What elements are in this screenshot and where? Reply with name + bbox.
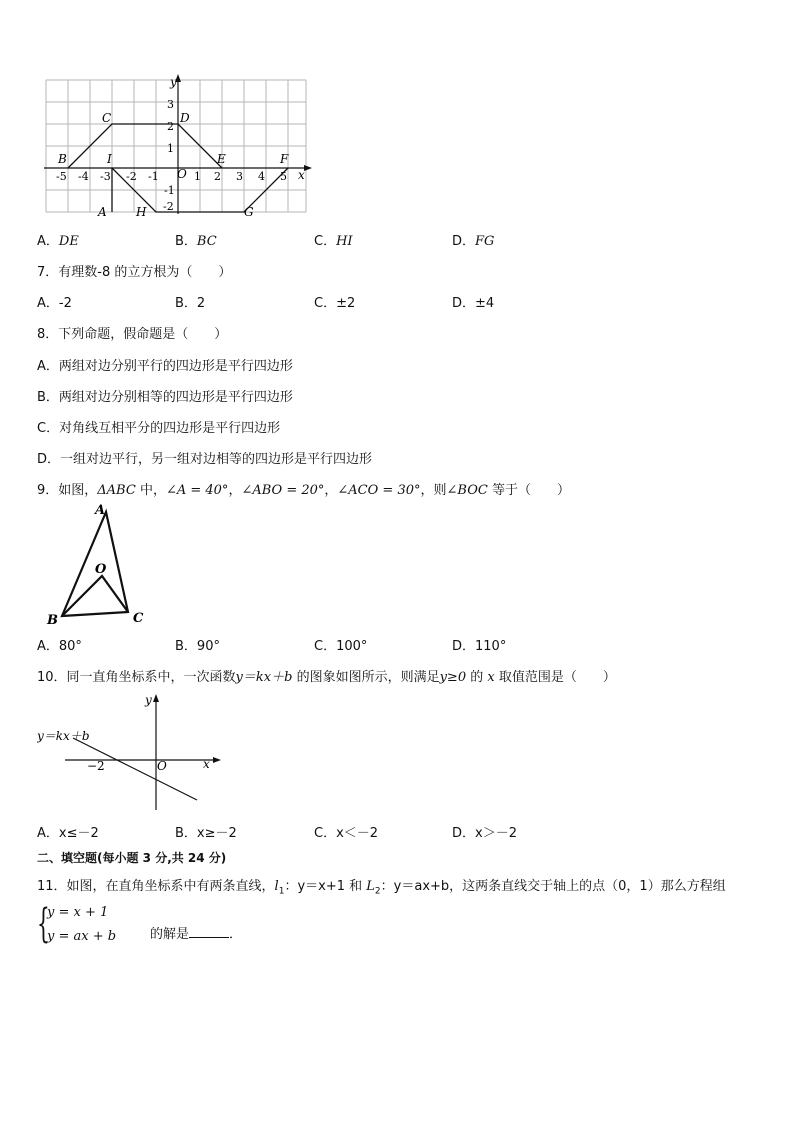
q10-stem-d: 取值范围是（ ） — [494, 670, 616, 685]
q9-option-a[interactable]: A．80° — [37, 639, 82, 654]
q11-l1: l — [274, 879, 279, 894]
graph-origin: O — [177, 167, 187, 181]
q6-option-a[interactable] — [37, 230, 79, 249]
x-tick: -3 — [100, 170, 111, 183]
q11-tail-text: 的解是 — [150, 927, 190, 942]
option-value: BC — [196, 234, 217, 249]
q9-mid1: 中， — [135, 483, 166, 498]
q7-option-a[interactable]: A．-2 — [37, 296, 72, 311]
q6-option-c[interactable] — [314, 230, 353, 249]
q7-stem: 7．有理数-8 的立方根为（ ） — [37, 265, 232, 280]
point-e: E — [217, 152, 226, 166]
q11-eq1: y = x + 1 — [47, 905, 109, 920]
q10-tick-neg2: −2 — [87, 759, 105, 773]
x-tick: 1 — [194, 170, 201, 183]
q9-stem — [37, 479, 570, 498]
q9-sep1: ， — [228, 483, 242, 498]
point-b: B — [58, 152, 67, 166]
q9-option-c[interactable]: C．100° — [314, 639, 368, 654]
q11-stem — [37, 875, 726, 897]
q10-cond: y≥0 — [439, 670, 467, 685]
q9-angle-abo: ∠ABO = 20° — [241, 483, 325, 498]
q10-axis-y: y — [145, 693, 152, 707]
q11-l2: L — [366, 879, 375, 894]
q10-line-label: y＝kx＋b — [37, 729, 90, 743]
option-value: FG — [475, 234, 495, 249]
q8-option-c[interactable]: C．对角线互相平分的四边形是平行四边形 — [37, 421, 281, 436]
q8-option-d[interactable]: D．一组对边平行，另一组对边相等的四边形是平行四边形 — [37, 452, 373, 467]
q10-stem-c: 的 — [466, 670, 488, 685]
q8-stem: 8．下列命题，假命题是（ ） — [37, 327, 228, 342]
q11-l2-eq: ：y＝ax+b，这两条直线交于轴上的点（0，1）那么方程组 — [380, 879, 726, 894]
q10-func: y＝kx＋b — [235, 670, 293, 685]
option-value: HI — [336, 234, 353, 249]
x-tick: -1 — [148, 170, 159, 183]
q11-l1-sub: 1 — [278, 886, 285, 897]
q10-stem-a: 10．同一直角坐标系中，一次函数 — [37, 670, 236, 685]
q10-option-d[interactable]: D．x＞－2 — [452, 826, 517, 841]
q10-line-graph — [37, 690, 227, 815]
x-tick: -4 — [78, 170, 89, 183]
q9-triangle-figure — [44, 500, 154, 628]
x-tick: 5 — [280, 170, 287, 183]
system-brace-icon: { — [37, 901, 50, 947]
q9-sep2: ， — [324, 483, 338, 498]
q9-option-b[interactable]: B．90° — [175, 639, 220, 654]
y-tick: 1 — [167, 142, 174, 155]
q11-l1-eq: ：y＝x+1 和 — [284, 879, 367, 894]
x-tick: -5 — [56, 170, 67, 183]
q11-tail-end: ． — [229, 927, 243, 942]
q9-angle-a: ∠A = 40° — [165, 483, 229, 498]
grid-lines — [46, 80, 306, 212]
q7-option-c[interactable]: C．±2 — [314, 296, 356, 311]
q11-eq2: y = ax + b — [47, 929, 117, 944]
q9-option-d[interactable]: D．110° — [452, 639, 507, 654]
q11-tail — [150, 923, 242, 942]
option-letter: C． — [314, 234, 337, 249]
q9-angle-aco: ∠ACO = 30° — [337, 483, 421, 498]
y-tick: 2 — [167, 120, 174, 133]
q10-option-b[interactable]: B．x≥－2 — [175, 826, 237, 841]
x-tick: -2 — [126, 170, 137, 183]
option-letter: B． — [175, 234, 197, 249]
point-a: A — [98, 205, 107, 219]
q7-option-b[interactable]: B．2 — [175, 296, 206, 311]
x-tick: 3 — [236, 170, 243, 183]
q9-triangle: ΔABC — [97, 483, 136, 498]
q6-option-b[interactable] — [175, 230, 217, 249]
q10-var: x — [487, 670, 495, 685]
q10-option-a[interactable]: A．x≤－2 — [37, 826, 99, 841]
q9-angle-boc: ∠BOC — [446, 483, 488, 498]
point-i: I — [107, 152, 112, 166]
q9-suffix: 等于（ ） — [487, 483, 570, 498]
point-h: H — [136, 205, 147, 219]
q9-label-b: B — [47, 613, 58, 628]
y-tick: -2 — [163, 200, 174, 213]
q10-stem — [37, 666, 616, 685]
q7-option-d[interactable]: D．±4 — [452, 296, 495, 311]
q10-stem-b: 的图象如图所示，则满足 — [292, 670, 440, 685]
section-title: 二、填空题(每小题 3 分,共 24 分) — [37, 851, 227, 865]
point-f: F — [280, 152, 289, 166]
q9-label-a: A — [95, 503, 106, 518]
q9-prefix: 9．如图， — [37, 483, 98, 498]
x-tick: 2 — [214, 170, 221, 183]
option-value: DE — [58, 234, 79, 249]
option-letter: D． — [452, 234, 476, 249]
q8-option-b[interactable]: B．两组对边分别相等的四边形是平行四边形 — [37, 390, 293, 405]
option-letter: A． — [37, 234, 59, 249]
q10-origin: O — [157, 759, 167, 773]
q10-axis-x: x — [203, 757, 210, 771]
q9-label-c: C — [133, 611, 144, 626]
point-g: G — [244, 205, 254, 219]
q11-stem-text: 11．如图，在直角坐标系中有两条直线， — [37, 879, 275, 894]
q8-option-a[interactable]: A．两组对边分别平行的四边形是平行四边形 — [37, 359, 293, 374]
y-tick: 3 — [167, 98, 174, 111]
graph-axis-x: x — [298, 168, 305, 182]
point-c: C — [102, 111, 112, 125]
q10-option-c[interactable]: C．x＜－2 — [314, 826, 379, 841]
q9-label-o: O — [95, 562, 107, 577]
q6-grid-graph — [40, 74, 315, 222]
graph-axis-y: y — [170, 75, 177, 89]
q6-option-d[interactable] — [452, 230, 494, 249]
point-d: D — [180, 111, 190, 125]
q9-mid2: ，则 — [420, 483, 447, 498]
q11-l2-sub: 2 — [374, 886, 381, 897]
answer-blank[interactable] — [189, 925, 229, 938]
x-tick: 4 — [258, 170, 265, 183]
y-tick: -1 — [164, 184, 175, 197]
